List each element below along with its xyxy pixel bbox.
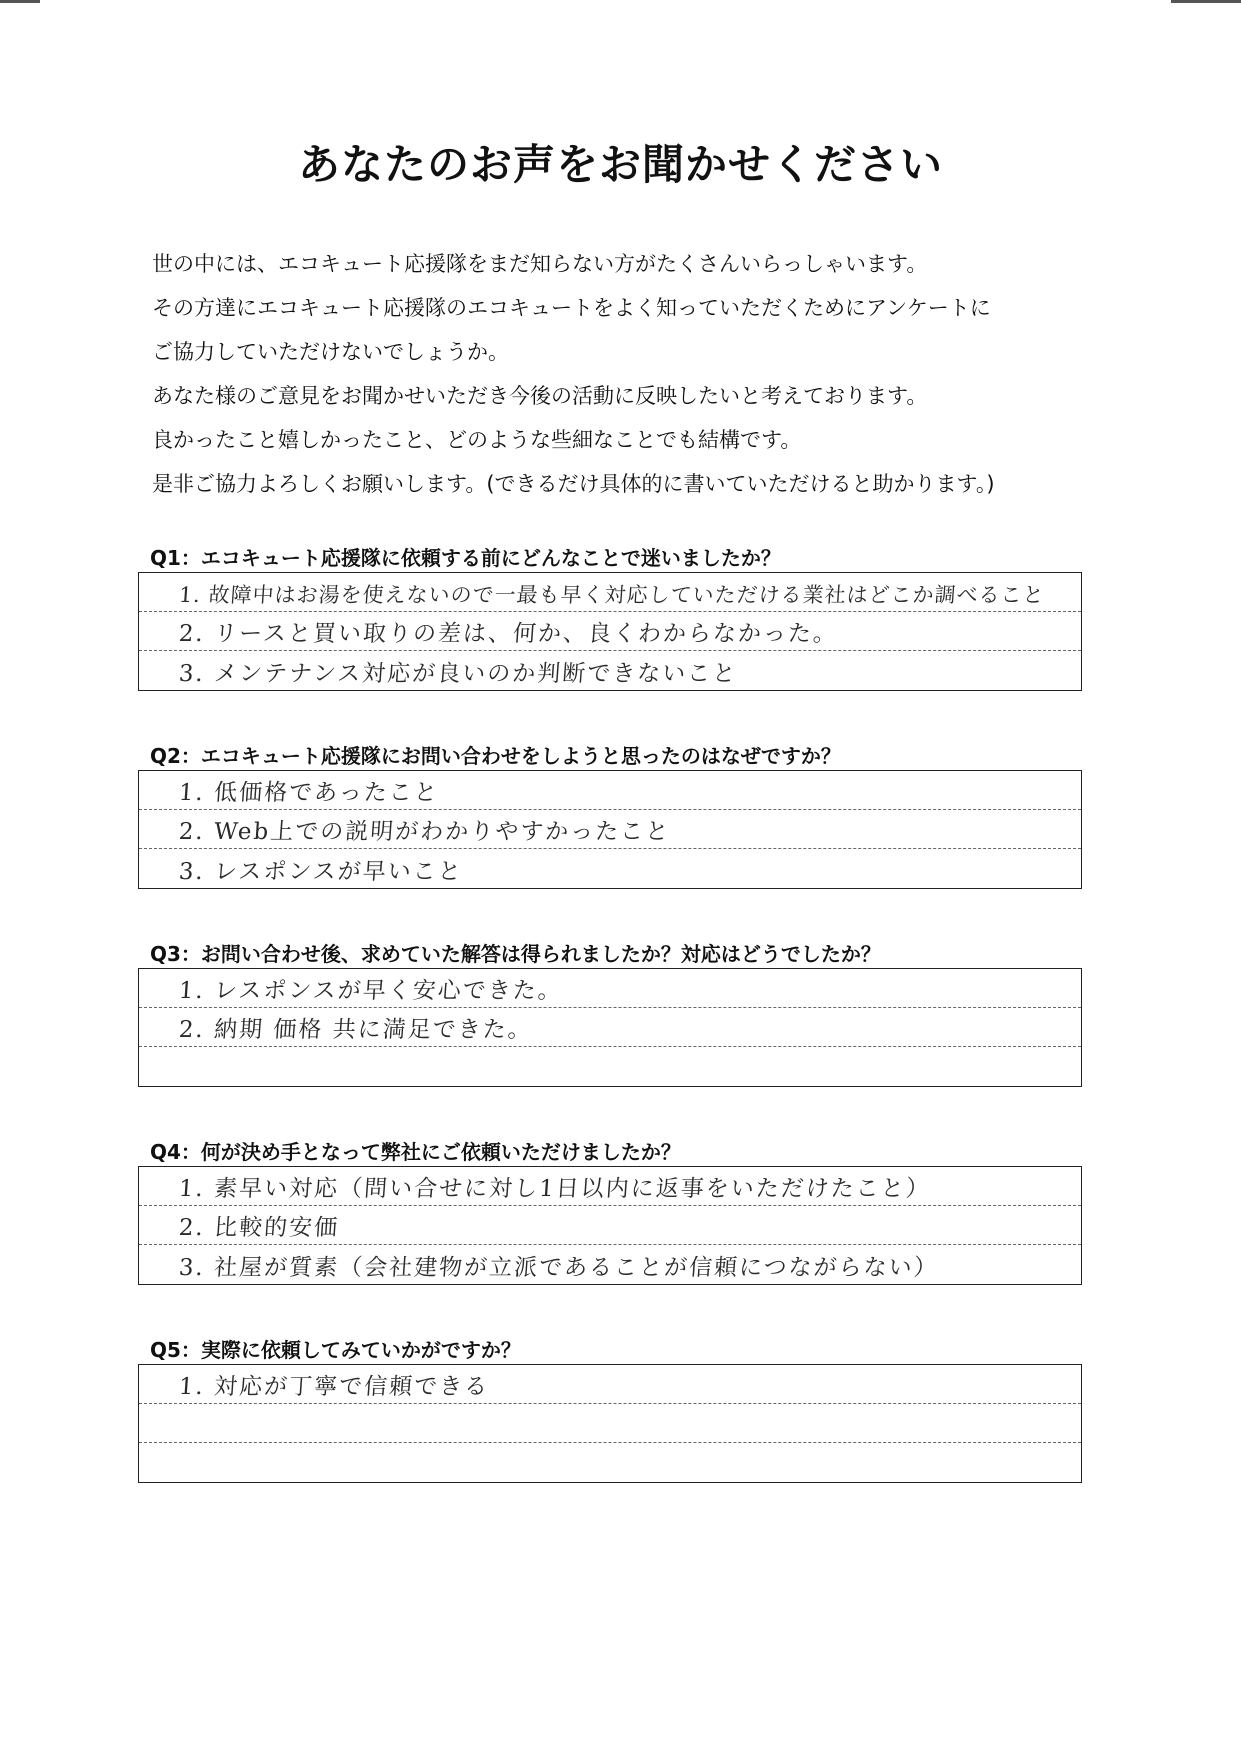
- handwritten-answer: 3. レスポンスが早いこと: [177, 859, 464, 885]
- handwritten-answer: 1. 低価格であったこと: [177, 780, 440, 806]
- question-5-label: Q5：実際に依頼してみていかがですか？: [150, 1338, 521, 1362]
- answer-row: [139, 810, 1081, 849]
- answer-row: [139, 1443, 1081, 1482]
- intro-line: その方達にエコキュート応援隊のエコキュートをよく知っていただくためにアンケートに: [152, 296, 991, 320]
- answer-row: [139, 849, 1081, 888]
- scan-edge-mark-right: [1171, 0, 1241, 3]
- question-5-answer-box: [138, 1364, 1082, 1483]
- question-2-answer-box: [138, 770, 1082, 889]
- handwritten-answer: 3. メンテナンス対応が良いのか判断できないこと: [177, 661, 739, 687]
- question-2-label: Q2：エコキュート応援隊にお問い合わせをしようと思ったのはなぜですか？: [150, 744, 841, 768]
- answer-row: [139, 1404, 1081, 1443]
- handwritten-answer: 2. リースと買い取りの差は、何か、良くわからなかった。: [177, 621, 839, 647]
- handwritten-answer: 2. Web上での説明がわかりやすかったこと: [177, 819, 672, 845]
- scan-edge-mark-left: [0, 0, 40, 3]
- answer-row: [139, 1008, 1081, 1047]
- question-4-answer-box: [138, 1166, 1082, 1285]
- question-4-label: Q4：何が決め手となって弊社にご依頼いただけましたか？: [150, 1140, 681, 1164]
- page-title: あなたのお声をお聞かせください: [297, 140, 943, 189]
- answer-row: [139, 1365, 1081, 1404]
- handwritten-answer: 2. 納期 価格 共に満足できた。: [177, 1017, 534, 1043]
- answer-row: [139, 612, 1081, 651]
- answer-row: [139, 573, 1081, 612]
- handwritten-answer: 3. 社屋が質素（会社建物が立派であることが信頼につながらない）: [177, 1255, 940, 1281]
- answer-row: [139, 1167, 1081, 1206]
- answer-row: [139, 651, 1081, 690]
- question-3-answer-box: [138, 968, 1082, 1087]
- question-3-label: Q3：お問い合わせ後、求めていた解答は得られましたか？対応はどうでしたか？: [150, 942, 881, 966]
- question-1-answer-box: [138, 572, 1082, 691]
- intro-line: 是非ご協力よろしくお願いします。(できるだけ具体的に書いていただけると助かります。): [152, 472, 995, 496]
- handwritten-answer: 1. レスポンスが早く安心できた。: [177, 978, 564, 1004]
- handwritten-answer: 1. 故障中はお湯を使えないので一最も早く対応していただける業社はどこか調べること: [178, 583, 1046, 607]
- intro-line: 良かったこと嬉しかったこと、どのような些細なことでも結構です。: [152, 428, 802, 452]
- intro-line: あなた様のご意見をお聞かせいただき今後の活動に反映したいと考えております。: [152, 384, 928, 408]
- answer-row: [139, 1245, 1081, 1284]
- intro-text: [152, 242, 1112, 506]
- handwritten-answer: 1. 素早い対応（問い合せに対し1日以内に返事をいただけたこと）: [177, 1176, 932, 1202]
- answer-row: [139, 969, 1081, 1008]
- handwritten-answer: 2. 比較的安価: [177, 1215, 340, 1241]
- answer-row: [139, 771, 1081, 810]
- handwritten-answer: 1. 対応が丁寧で信頼できる: [177, 1374, 490, 1400]
- answer-row: [139, 1206, 1081, 1245]
- question-1-label: Q1：エコキュート応援隊に依頼する前にどんなことで迷いましたか？: [150, 546, 781, 570]
- intro-line: 世の中には、エコキュート応援隊をまだ知らない方がたくさんいらっしゃいます。: [152, 252, 928, 276]
- answer-row: [139, 1047, 1081, 1086]
- intro-line: ご協力していただけないでしょうか。: [152, 340, 509, 364]
